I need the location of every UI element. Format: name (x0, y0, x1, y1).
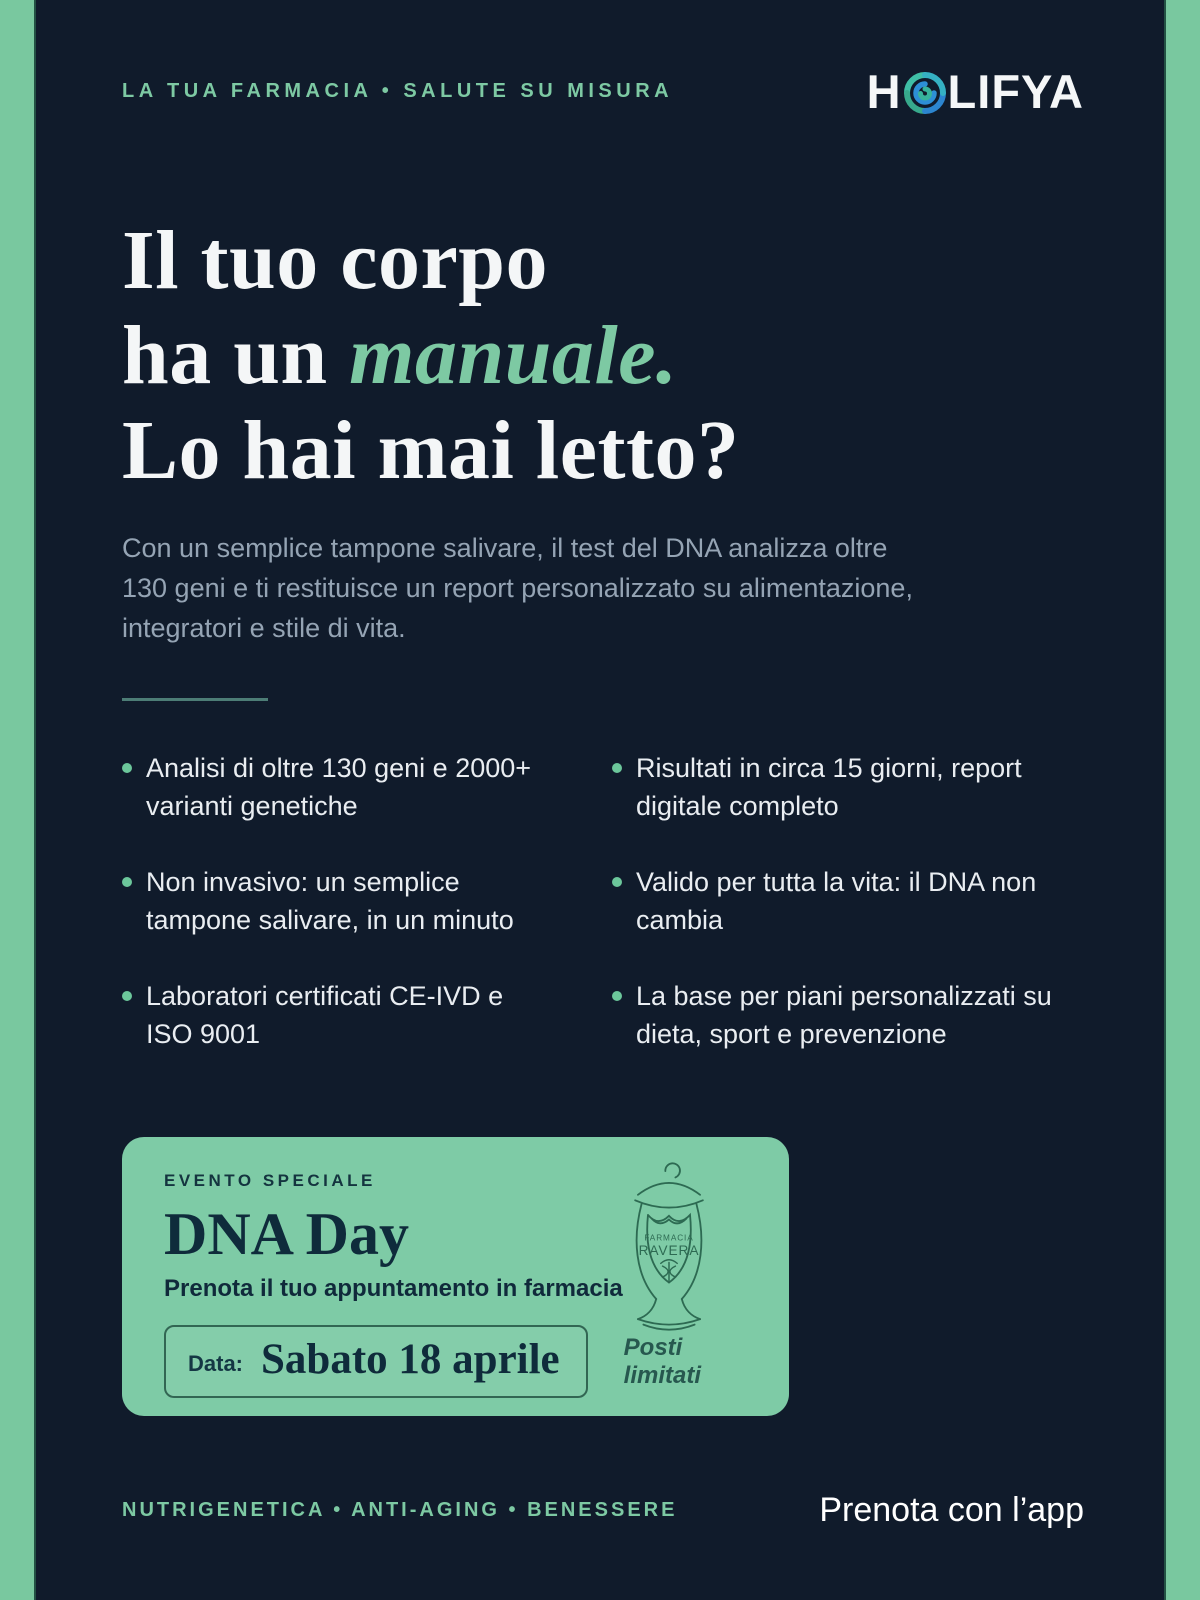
event-subtitle: Prenota il tuo appuntamento in farmacia (164, 1275, 623, 1302)
list-item (122, 863, 612, 939)
event-card (122, 1137, 789, 1416)
poster-panel (34, 0, 1166, 1600)
event-title: DNA Day (164, 1201, 410, 1267)
list-item-text: Valido per tutta la vita: il DNA non cambia (636, 867, 1037, 935)
brand-prefix: H (866, 65, 902, 118)
holifya-spiral-icon (903, 71, 947, 115)
limited-seats-note: Posti limitati (623, 1333, 701, 1389)
headline-accent: manuale. (349, 309, 678, 402)
event-date-box (164, 1325, 588, 1398)
footer-categories: NUTRIGENETICA • ANTI-AGING • BENESSERE (122, 1499, 678, 1521)
headline-line3: Lo hai mai letto? (122, 404, 740, 497)
pharmacy-jar-icon (605, 1153, 733, 1339)
list-item (612, 863, 1084, 939)
list-item-text: La base per piani personalizzati su dieta, sport e prevenzione (636, 981, 1052, 1049)
bullet-dot-icon (612, 763, 622, 773)
intro-paragraph: Con un semplice tampone salivare, il test del DNA analizza oltre 130 geni e ti restituisce un report personalizzato su alimentazione, integratori e stile di vita. (122, 533, 913, 643)
book-with-app-cta[interactable]: Prenota con l’app (819, 1491, 1084, 1529)
list-item (122, 749, 612, 825)
list-item-text: Non invasivo: un semplice tampone salivare, in un minuto (146, 867, 514, 935)
benefits-column-left (122, 749, 612, 1053)
list-item-text: Analisi di oltre 130 geni e 2000+ varianti genetiche (146, 753, 532, 821)
bullet-dot-icon (612, 991, 622, 1001)
pharmacy-name-line1: FARMACIA (644, 1233, 694, 1243)
list-item (612, 749, 1084, 825)
bullet-dot-icon (612, 877, 622, 887)
headline-line2-prefix: ha un (122, 309, 350, 402)
footer (122, 1491, 1084, 1530)
poster-content (36, 0, 1164, 1600)
list-item-text: Risultati in circa 15 giorni, report digitale completo (636, 753, 1022, 821)
bullet-dot-icon (122, 877, 132, 887)
pharmacy-tagline: LA TUA FARMACIA • SALUTE SU MISURA (122, 80, 674, 102)
list-item-text: Laboratori certificati CE-IVD e ISO 9001 (146, 981, 504, 1049)
benefits-column-right (612, 749, 1084, 1053)
pharmacy-name-line2: RAVERA (638, 1243, 700, 1259)
brand-logo (867, 64, 1084, 119)
date-value: Sabato 18 aprile (261, 1336, 560, 1383)
main-headline (122, 213, 1084, 498)
event-eyebrow: EVENTO SPECIALE (164, 1171, 376, 1190)
benefits-list (122, 749, 1084, 1053)
divider-line (122, 698, 268, 701)
bullet-dot-icon (122, 763, 132, 773)
list-item (612, 977, 1084, 1053)
date-label: Data: (188, 1350, 244, 1376)
header (122, 64, 1084, 119)
list-item (122, 977, 612, 1053)
bullet-dot-icon (122, 991, 132, 1001)
headline-line1: Il tuo corpo (122, 214, 548, 307)
brand-suffix: LIFYA (947, 65, 1084, 118)
